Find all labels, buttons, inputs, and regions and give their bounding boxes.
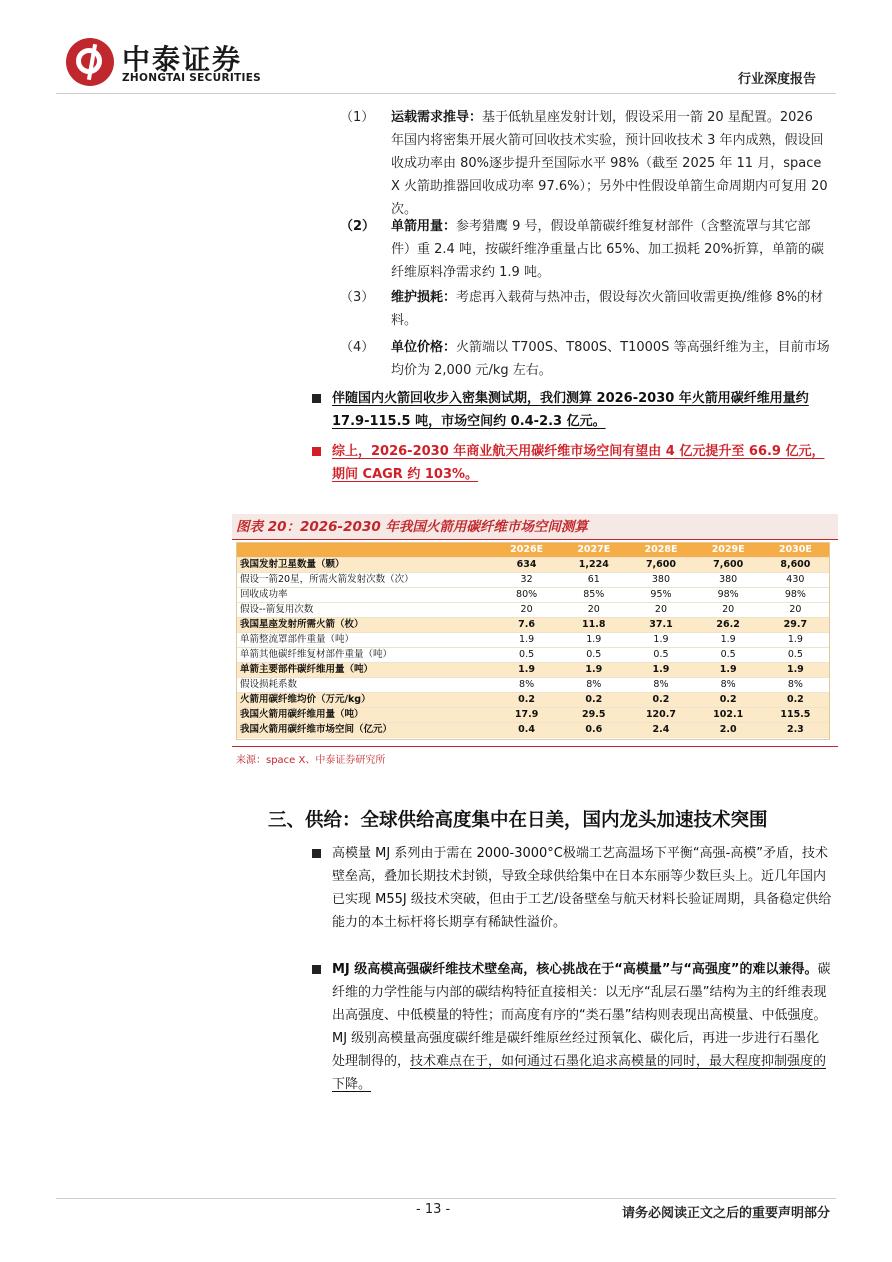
table-cell: 1.9 bbox=[627, 663, 694, 678]
bullet-square-icon bbox=[312, 447, 321, 456]
section-title: 三、供给：全球供给高度集中在日美，国内龙头加速技术突围 bbox=[268, 810, 768, 831]
bullet-square-icon bbox=[312, 394, 321, 403]
table-row-label: 我国火箭用碳纤维用量（吨） bbox=[237, 708, 493, 723]
assumption-4 bbox=[340, 336, 830, 382]
assumption-text: 参考猎鹰 9 号，假设单箭碳纤维复材部件（含整流罩与其它部件）重 2.4 吨，按碳纤维净重量占比 65%、加工损耗 20%折算，单箭的碳纤维原料净需求约 1.9 吨。 bbox=[391, 219, 824, 280]
table-column-header: 2028E bbox=[627, 543, 694, 558]
table-cell: 7.6 bbox=[493, 618, 560, 633]
bullet-mj-barrier bbox=[312, 958, 832, 1096]
bullet-square-icon bbox=[312, 965, 321, 974]
logo-emblem-icon bbox=[66, 38, 114, 86]
assumption-number: （2） bbox=[340, 219, 376, 234]
table-cell: 1.9 bbox=[762, 663, 829, 678]
table-cell: 29.7 bbox=[762, 618, 829, 633]
table-cell: 0.5 bbox=[762, 648, 829, 663]
company-logo bbox=[66, 38, 266, 88]
table-cell: 1.9 bbox=[493, 663, 560, 678]
table-cell: 120.7 bbox=[627, 708, 694, 723]
table-cell: 102.1 bbox=[695, 708, 762, 723]
page-number: - 13 - bbox=[416, 1202, 451, 1217]
assumption-text: 考虑再入载荷与热冲击，假设每次火箭回收需更换/维修 8%的材料。 bbox=[391, 290, 824, 328]
table-cell: 11.8 bbox=[560, 618, 627, 633]
assumption-title: 运载需求推导： bbox=[391, 110, 483, 125]
figure-title: 图表 20：2026-2030 年我国火箭用碳纤维市场空间测算 bbox=[232, 514, 838, 540]
bullet-text: 伴随国内火箭回收步入密集测试期，我们测算 2026-2030 年火箭用碳纤维用量约 17.9-115.5 吨，市场空间约 0.4-2.3 亿元。 bbox=[332, 391, 809, 429]
table-cell: 1.9 bbox=[695, 633, 762, 648]
logo-english-name: ZHONGTAI SECURITIES bbox=[122, 72, 262, 84]
table-cell: 0.2 bbox=[560, 693, 627, 708]
table-cell: 0.6 bbox=[560, 723, 627, 738]
assumption-2 bbox=[340, 215, 830, 284]
assumption-3 bbox=[340, 286, 830, 332]
table-cell: 8% bbox=[627, 678, 694, 693]
table-row bbox=[237, 708, 829, 723]
table-cell: 634 bbox=[493, 558, 560, 573]
table-cell: 1.9 bbox=[560, 633, 627, 648]
figure-bottom-rule bbox=[232, 746, 838, 747]
assumption-text: 火箭端以 T700S、T800S、T1000S 等高强纤维为主，目前市场均价为 2,000 元/kg 左右。 bbox=[391, 340, 830, 378]
figure-table bbox=[236, 542, 830, 740]
table-cell: 8% bbox=[762, 678, 829, 693]
table-row bbox=[237, 573, 829, 588]
table-column-header: 2029E bbox=[695, 543, 762, 558]
assumption-number: （3） bbox=[340, 290, 375, 305]
table-row-label: 回收成功率 bbox=[237, 588, 493, 603]
table-cell: 430 bbox=[762, 573, 829, 588]
table-cell: 0.2 bbox=[695, 693, 762, 708]
table-cell: 17.9 bbox=[493, 708, 560, 723]
table-cell: 37.1 bbox=[627, 618, 694, 633]
table-cell: 20 bbox=[627, 603, 694, 618]
table-cell: 0.5 bbox=[560, 648, 627, 663]
table-column-header: 2027E bbox=[560, 543, 627, 558]
table-cell: 2.4 bbox=[627, 723, 694, 738]
table-cell: 98% bbox=[695, 588, 762, 603]
table-cell: 1,224 bbox=[560, 558, 627, 573]
table-cell: 7,600 bbox=[695, 558, 762, 573]
table-row-label: 单箭主要部件碳纤维用量（吨） bbox=[237, 663, 493, 678]
assumption-number: （1） bbox=[340, 110, 375, 125]
logo-chinese-name: 中泰证券 bbox=[122, 43, 243, 76]
table-cell: 0.2 bbox=[762, 693, 829, 708]
table-header-corner bbox=[237, 543, 493, 558]
table-column-header: 2026E bbox=[493, 543, 560, 558]
table-cell: 0.2 bbox=[627, 693, 694, 708]
assumption-1 bbox=[340, 106, 830, 221]
bullet-mj-supply bbox=[312, 842, 832, 934]
table-row-label: 火箭用碳纤维均价（万元/kg） bbox=[237, 693, 493, 708]
table-cell: 20 bbox=[493, 603, 560, 618]
bullet-summary bbox=[312, 440, 832, 486]
assumption-title: 维护损耗： bbox=[391, 290, 457, 305]
table-row bbox=[237, 648, 829, 663]
table-row bbox=[237, 603, 829, 618]
table-cell: 8,600 bbox=[762, 558, 829, 573]
table-row-label: 我国星座发射所需火箭（枚） bbox=[237, 618, 493, 633]
table-cell: 380 bbox=[695, 573, 762, 588]
table-cell: 1.9 bbox=[695, 663, 762, 678]
table-cell: 8% bbox=[560, 678, 627, 693]
table-row-label: 单箭其他碳纤维复材部件重量（吨） bbox=[237, 648, 493, 663]
table-cell: 0.5 bbox=[695, 648, 762, 663]
table-cell: 20 bbox=[762, 603, 829, 618]
table-cell: 7,600 bbox=[627, 558, 694, 573]
table-row bbox=[237, 693, 829, 708]
table-cell: 380 bbox=[627, 573, 694, 588]
market-estimate-table bbox=[237, 543, 829, 738]
bullet-rocket-estimate bbox=[312, 387, 832, 433]
table-cell: 1.9 bbox=[627, 633, 694, 648]
table-cell: 0.5 bbox=[493, 648, 560, 663]
table-cell: 26.2 bbox=[695, 618, 762, 633]
table-cell: 1.9 bbox=[762, 633, 829, 648]
table-cell: 2.0 bbox=[695, 723, 762, 738]
table-cell: 2.3 bbox=[762, 723, 829, 738]
table-cell: 0.2 bbox=[493, 693, 560, 708]
table-cell: 115.5 bbox=[762, 708, 829, 723]
table-cell: 32 bbox=[493, 573, 560, 588]
table-cell: 95% bbox=[627, 588, 694, 603]
table-column-header: 2030E bbox=[762, 543, 829, 558]
assumption-number: （4） bbox=[340, 340, 375, 355]
table-row-label: 假设一箭20星，所需火箭发射次数（次） bbox=[237, 573, 493, 588]
table-row-label: 我国发射卫星数量（颗） bbox=[237, 558, 493, 573]
bullet-underlined-text: 技术难点在于，如何通过石墨化追求高模量的同时，最大程度抑制强度的下降。 bbox=[332, 1054, 827, 1092]
bullet-text bbox=[332, 958, 832, 1096]
bullet-square-icon bbox=[312, 849, 321, 858]
table-cell: 20 bbox=[560, 603, 627, 618]
table-cell: 98% bbox=[762, 588, 829, 603]
table-cell: 29.5 bbox=[560, 708, 627, 723]
table-row-label: 我国火箭用碳纤维市场空间（亿元） bbox=[237, 723, 493, 738]
footer-disclaimer: 请务必阅读正文之后的重要声明部分 bbox=[621, 1206, 830, 1221]
table-row bbox=[237, 618, 829, 633]
assumption-text: 基于低轨星座发射计划，假设采用一箭 20 星配置。2026 年国内将密集开展火箭可回收技术实验，预计回收技术 3 年内成熟，假设回收成功率由 80%逐步提升至国际水平 98%（截至 2025 年 11 月，space X 火箭助推器回收成功率 97.6%）；另外中性假设单箭生命周期内可复用 20 次。 bbox=[391, 110, 828, 217]
bullet-text: 高模量 MJ 系列由于需在 2000-3000°C极端工艺高温场下平衡“高强-高模”矛盾，技术壁垒高，叠加长期技术封锁，导致全球供给集中在日本东丽等少数巨头上。近几年国内已实现 M55J 级技术突破，但由于工艺/设备壁垒与航天材料长验证周期，具备稳定供给能力的本土标杆将长期享有稀缺性溢价。 bbox=[332, 846, 832, 930]
assumption-title: 单箭用量： bbox=[391, 219, 457, 234]
table-row-label: 假设损耗系数 bbox=[237, 678, 493, 693]
table-cell: 1.9 bbox=[560, 663, 627, 678]
table-row bbox=[237, 723, 829, 738]
table-row bbox=[237, 678, 829, 693]
bullet-text: 综上，2026-2030 年商业航天用碳纤维市场空间有望由 4 亿元提升至 66.9 亿元，期间 CAGR 约 103%。 bbox=[332, 444, 825, 482]
table-cell: 20 bbox=[695, 603, 762, 618]
table-row bbox=[237, 633, 829, 648]
table-cell: 0.5 bbox=[627, 648, 694, 663]
table-row-label: 单箭整流罩部件重量（吨） bbox=[237, 633, 493, 648]
table-cell: 8% bbox=[695, 678, 762, 693]
table-cell: 8% bbox=[493, 678, 560, 693]
table-row bbox=[237, 588, 829, 603]
table-row bbox=[237, 663, 829, 678]
table-cell: 1.9 bbox=[493, 633, 560, 648]
table-cell: 85% bbox=[560, 588, 627, 603]
table-row-label: 假设--箭复用次数 bbox=[237, 603, 493, 618]
assumption-title: 单位价格： bbox=[391, 340, 457, 355]
table-cell: 61 bbox=[560, 573, 627, 588]
bullet-bold-text: MJ 级高模高强碳纤维技术壁垒高，核心挑战在于“高模量”与“高强度”的难以兼得。 bbox=[332, 962, 818, 977]
report-type-label: 行业深度报告 bbox=[737, 72, 816, 87]
header-divider bbox=[56, 93, 836, 94]
table-cell: 80% bbox=[493, 588, 560, 603]
bullet-plain-text: 碳纤维的力学性能与内部的碳结构特征直接相关：以无序“乱层石墨”结构为主的纤维表现出高强度、中低模量的特性；而高度有序的“类石墨”结构则表现出高模量、中低强度。MJ 级别高模量高强度碳纤维是碳纤维原丝经过预氧化、碳化后，再进一步进行石墨化处理制得的， bbox=[332, 962, 831, 1069]
figure-source: 来源：space X、中泰证券研究所 bbox=[236, 755, 386, 766]
table-header-row bbox=[237, 543, 829, 558]
table-row bbox=[237, 558, 829, 573]
footer-divider bbox=[56, 1198, 836, 1199]
table-cell: 0.4 bbox=[493, 723, 560, 738]
